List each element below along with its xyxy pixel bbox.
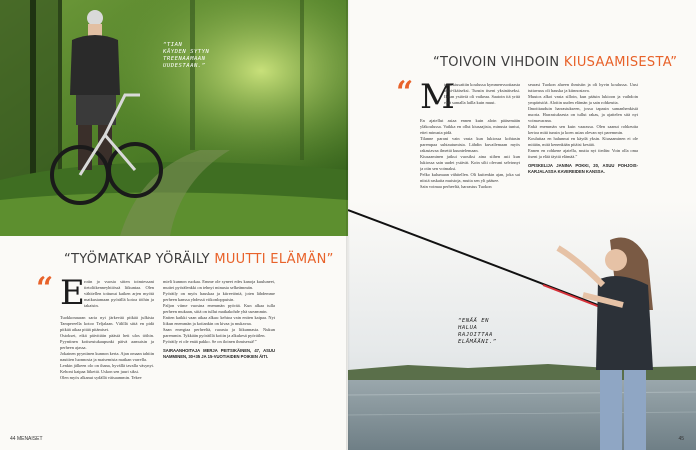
right-column-1-top	[444, 82, 520, 122]
photo-quote-line: “TIAN	[163, 42, 183, 48]
photo-quote-line: UUDESTAAN.”	[163, 63, 206, 69]
paragraph: Saan energiaa perheeltä, ruoasta ja liikunnasta. Nukun paremmin. Tykkään pyöräillä kotiin ja alkukesä pyöräilen.	[163, 327, 275, 338]
paragraph: Ennen en rohkene ajatella, mutta nyt tiedän: Voin olla oma itseni ja elää täyttä elämää.”	[528, 148, 638, 159]
photo-quote-line: TREENAAMAAN	[163, 56, 206, 62]
paragraph: Sain voimaa perheeltä, harrastus Tuokon	[420, 184, 492, 189]
paragraph: Pyöräily ei ole enää pakko. Se on iloinen ihmisessä!”	[163, 339, 257, 344]
right-column-2	[528, 82, 638, 230]
spine-shadow	[346, 0, 350, 450]
paragraph: Kiusaaminen jatkui vuosiksi aina siihen asti kun lukiossa sain uudet ystävät. Koin silti olevani selvinnyt ja otin sen voimaksi.	[420, 154, 520, 171]
right-headline	[433, 55, 677, 70]
headline-part: “TOIVOIN VIHDOIN	[433, 55, 560, 70]
right-column-1	[420, 118, 520, 230]
paragraph: Paljon viime vuosina enemmän pyörää. Kun alkaa tulla perheen mukaan, siitä on tullut matkakohde yhä useammin.	[163, 303, 275, 314]
photo-quote-line: “ENÄÄ EN	[458, 318, 489, 324]
photo-quote-line: HALUA	[458, 325, 478, 331]
page-folio-right: 45	[678, 436, 684, 442]
headline-accent: KIUSAAMISESTA”	[563, 55, 678, 70]
left-column-2	[163, 279, 275, 427]
dropcap: M	[420, 77, 455, 117]
paragraph: En ajatellut asiaa ennen kuin aloin pääsemään yläkoulussa. Vaikka en ollut kiusaajista, minusta tuntui, ettei minusta pidä.	[420, 118, 520, 135]
photo-caption: SAIRAANHOITAJA MERJA PEITSIKÄINEN, 47, ASUU NAMMINEN, 30+35 JA 15-VUOTIAIDEN POIKIEN ÄITI.	[163, 348, 275, 359]
paragraph: Tuokkonauran saria nyt järkevää pitkää julkista Tampereella kotoo Teljalaan. Välillä sittä en pidä pitkää aikaa pitää pitämiset.	[60, 315, 154, 332]
photo-quote-left	[163, 42, 209, 70]
paragraph: Ostokset, eikä päivittäin päästä heti ulos töihin. Pyyntinen kotiseutukaupunki päivä aamuisin ja perheen ajassa.	[60, 333, 154, 350]
quote-icon: “	[396, 75, 414, 110]
paragraph: Muutos alkoi vasta silloin, kun pääsin lukioon ja vaihdoin ympäristöä. Aloitin uuden elämän ja sain rohkeutta.	[528, 94, 638, 105]
paragraph: Lenkin jälkeen olo on ihana, hyvällä tavalla väsynyt. Kehoni kaipaa liikettä. Uskon sen juuri siksi.	[60, 363, 154, 374]
paragraph: Enkä enemmän sen kuin vaarassa. Olen saanut rohkeutta kertoa mitä tunsin ja koen asian olevan nyt paremmin.	[528, 124, 638, 135]
paragraph: Olen myös alkanut sydällä väisaammin. Tekee	[60, 375, 142, 380]
lake-scene-illustration	[348, 200, 696, 450]
forest-cyclist-photo	[0, 0, 348, 236]
paragraph: Eniten kaikki vaan aikaa alkaa: kehtoa vain eniten kaipaa. Nyt liikun enemmän ja kotiankin on kivaa ja mukavaa.	[163, 315, 275, 326]
paragraph: Tilanne parani vain vasta kun lukiossa kohtasin parempaa suhtautumista. Lähdin kuvailemaan myös rakastavaa ilmettä kuuntelemaan.	[420, 136, 520, 153]
right-page	[348, 0, 696, 450]
paragraph: Kouluttaa en halunnut en käydä yksin. Kiusaaminen ei ole mitään, mitä kenenkään pitäisi kestää.	[528, 136, 638, 147]
lake-girl-photo	[348, 200, 696, 450]
photo-caption: OPISKELIJA JANINA POKKI, 20, ASUU POHJOIS-KARJALASSA KAVEREIDEN KANSSA.	[528, 163, 638, 174]
page-folio-left: 44 MENAISET	[10, 436, 43, 442]
quote-icon: “	[36, 271, 54, 306]
paragraph: Pelko kulumaan vähitellen. Oli kuitenkin ajan, joka sai niistä raskaita muistoja, mutta sen yli pääsee.	[420, 172, 520, 183]
photo-quote-right	[458, 318, 497, 346]
forest-scene-illustration	[0, 0, 348, 236]
left-column-1	[60, 315, 154, 431]
photo-quote-line: KÄYDEN SYTYN	[163, 49, 210, 55]
paragraph: mieli kunnon ruokaa. Emme ole syneet edes kanoja kuuluneet, muttei pyörälenkki on tehnyt minusta selkeämmän.	[163, 279, 275, 290]
paragraph: seurasi Tuokon alueen ihmisiin ja oli hyvin koulussa. Uusi tuttavuus oli hauska ja kiinnostava.	[528, 82, 638, 93]
photo-quote-line: RAJOITTAA	[458, 332, 493, 338]
headline-accent: MUUTTI ELÄMÄN”	[214, 252, 334, 267]
paragraph: Pyöräily on myös hauskaa ja kiireetöntä, joten lähdemme perheen kanssa yhdessä viikonloppuisin.	[163, 291, 275, 302]
paragraph: inua kiusattiin koulussa kymmenvuotiaasta teini-ikäiseksi. Tunsin itseni yksinäiseksi. Ilman ystäviä oli vaikeaa. Saatoin itä yritä elää samalla lailla kuin muut.	[444, 82, 520, 105]
paragraph: Jokainen pyyntinen kunnon kerta. Ajan omaan tahtiin nauttien luonnosta ja maisemista matkan varrella.	[60, 351, 154, 362]
left-headline	[64, 252, 334, 267]
paragraph: rotin jo vuosia sitten toimiessani tietoliikenneyhtiössä liikuntaa. Olen vähitellen tottunut kaiken arjen myötä matkustamaan pyörällä kotoa töihin ja takaisin.	[84, 279, 154, 308]
photo-quote-line: ELÄMÄÄNI.”	[458, 339, 497, 345]
dropcap: E	[60, 273, 85, 313]
paragraph: Ilmoittauduin harrastukseen, jossa tapasin samanhenkisiä nuoria. Harrastuksesta on tullut rakas, ja ajattelen sitä nyt voimavarana.	[528, 106, 638, 123]
headline-part: “TYÖMATKAP YÖRÄILY	[64, 252, 210, 267]
